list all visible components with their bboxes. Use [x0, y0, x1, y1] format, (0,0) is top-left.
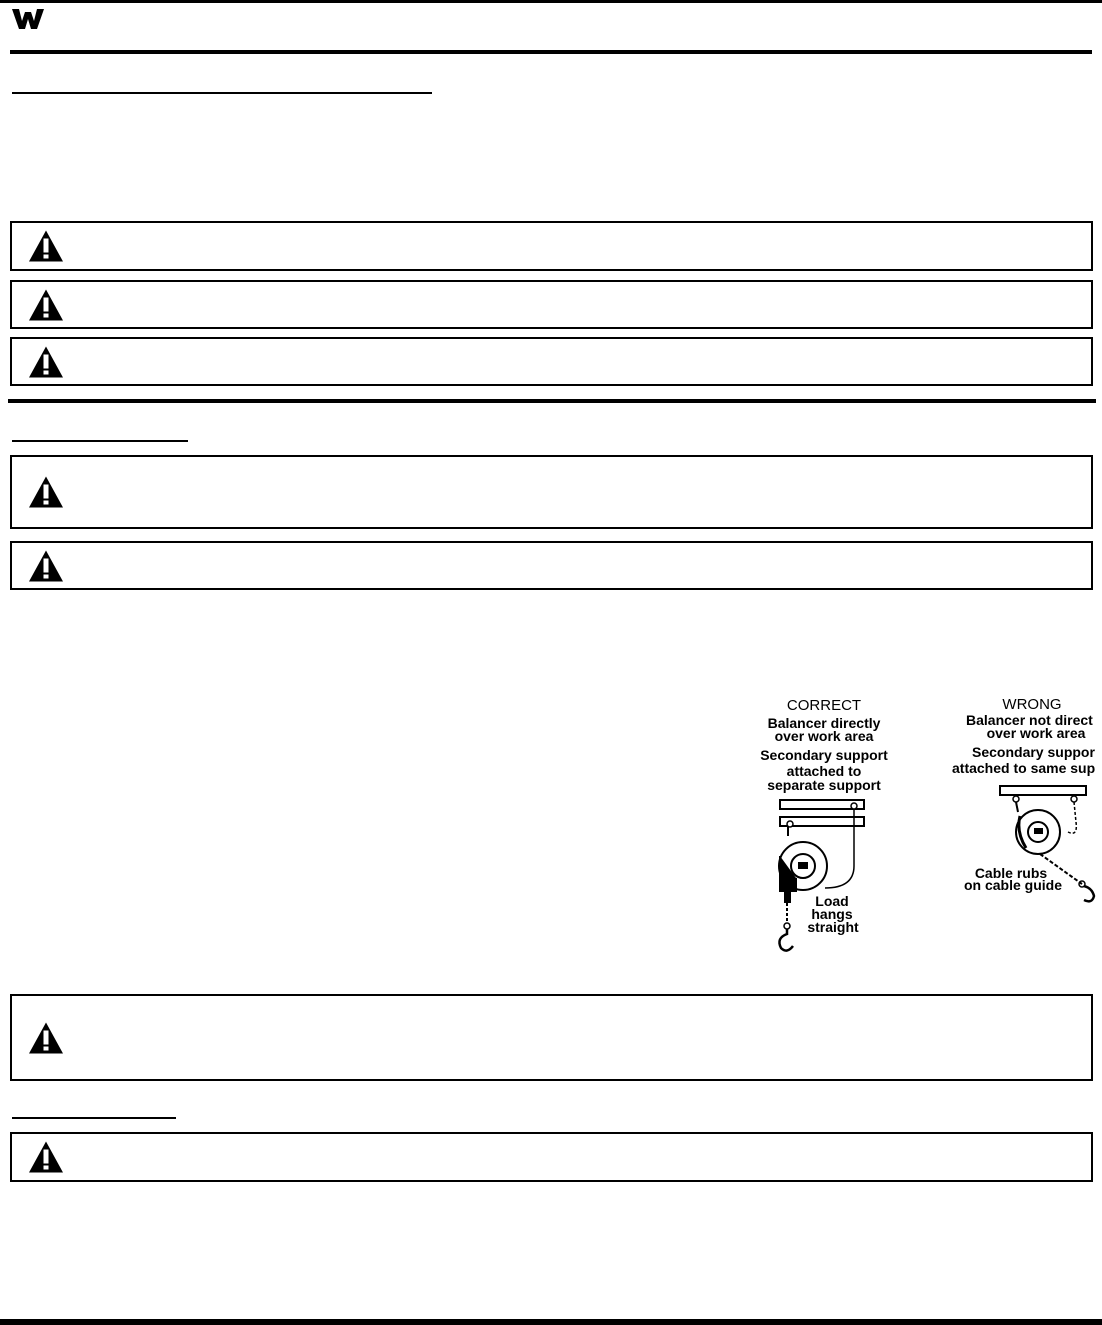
warning-triangle-icon	[28, 230, 64, 263]
w-logo-icon	[12, 9, 44, 29]
correct-line-5: separate support	[767, 777, 881, 793]
wrong-line-3: Secondary suppor	[972, 744, 1095, 760]
section-heading-underline	[12, 1117, 176, 1119]
wrong-line-1: Balancer not direct	[966, 712, 1093, 728]
correct-callout-2: hangs	[811, 906, 853, 922]
wrong-heading: WRONG	[1002, 696, 1062, 713]
warning-triangle-icon	[28, 288, 64, 321]
correct-line-2: over work area	[774, 728, 874, 744]
warning-triangle-icon	[28, 476, 64, 509]
wrong-callout-2: on cable guide	[963, 877, 1062, 893]
footer-rule	[0, 1319, 1102, 1325]
warning-triangle-icon	[28, 549, 64, 582]
wrong-line-4: attached to same sup	[952, 760, 1096, 776]
correct-heading: CORRECT	[786, 697, 862, 714]
top-border	[0, 0, 1102, 3]
warning-triangle-icon	[28, 1021, 64, 1054]
correct-line-3: Secondary support	[760, 747, 888, 763]
correct-callout-3: straight	[807, 919, 859, 935]
header-rule	[10, 50, 1092, 54]
section-heading-underline	[12, 92, 432, 94]
section-heading-underline	[12, 440, 188, 442]
warning-box	[10, 455, 1093, 529]
warning-triangle-icon	[28, 1141, 64, 1174]
correct-line-1: Balancer directly	[767, 715, 881, 731]
wrong-callout-1: Cable rubs	[974, 865, 1048, 881]
warning-box	[10, 994, 1093, 1081]
warning-box	[10, 541, 1093, 590]
warning-box	[10, 337, 1093, 386]
warning-box	[10, 1132, 1093, 1182]
correct-line-4: attached to	[786, 763, 862, 779]
section-divider	[8, 399, 1096, 403]
warning-box	[10, 280, 1093, 329]
warning-box	[10, 221, 1093, 271]
correct-callout-1: Load	[815, 893, 849, 909]
warning-triangle-icon	[28, 345, 64, 378]
wrong-line-2: over work area	[986, 725, 1086, 741]
